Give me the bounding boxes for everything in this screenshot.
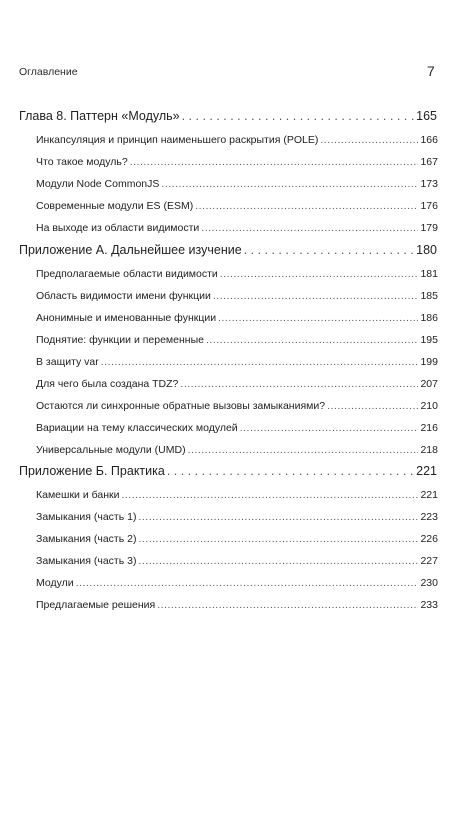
toc-entry-label: Поднятие: функции и переменные bbox=[36, 334, 204, 346]
toc-entry[interactable] bbox=[36, 200, 438, 212]
toc-leader-dots bbox=[157, 599, 418, 611]
toc-leader-dots bbox=[327, 400, 418, 412]
toc-entry-label: Инкапсуляция и принцип наименьшего раскрытия (POLE) bbox=[36, 134, 319, 146]
toc-leader-dots bbox=[244, 243, 414, 257]
toc-page-number: 176 bbox=[420, 200, 438, 212]
toc-entry-label: Замыкания (часть 3) bbox=[36, 555, 137, 567]
toc-entry-label: Универсальные модули (UMD) bbox=[36, 444, 186, 456]
toc-page-number: 179 bbox=[420, 222, 438, 234]
toc-leader-dots bbox=[195, 200, 418, 212]
page-number: 7 bbox=[427, 63, 435, 79]
toc-appendix-a[interactable] bbox=[19, 243, 437, 257]
toc-leader-dots bbox=[240, 422, 419, 434]
toc-entry[interactable] bbox=[36, 444, 438, 456]
toc-entry-label: Модули bbox=[36, 577, 74, 589]
toc-entry[interactable] bbox=[36, 356, 438, 368]
toc-entry[interactable] bbox=[36, 268, 438, 280]
toc-entry-label: На выходе из области видимости bbox=[36, 222, 200, 234]
toc-page-number: 221 bbox=[416, 464, 437, 478]
toc-page-number: 221 bbox=[420, 489, 438, 501]
toc-leader-dots bbox=[206, 334, 418, 346]
toc-appendix-b[interactable] bbox=[19, 464, 437, 478]
toc-leader-dots bbox=[138, 555, 418, 567]
toc-leader-dots bbox=[138, 511, 418, 523]
toc-page-number: 181 bbox=[420, 268, 438, 280]
toc-page-number: 226 bbox=[420, 533, 438, 545]
toc-chapter-8[interactable] bbox=[19, 109, 437, 123]
toc-entry[interactable] bbox=[36, 533, 438, 545]
toc-leader-dots bbox=[220, 268, 419, 280]
toc-entry[interactable] bbox=[36, 599, 438, 611]
toc-leader-dots bbox=[76, 577, 419, 589]
toc-page-number: 167 bbox=[420, 156, 438, 168]
toc-chapter-title: Глава 8. Паттерн «Модуль» bbox=[19, 109, 180, 123]
toc-page-number: 166 bbox=[420, 134, 438, 146]
toc-entry-label: Замыкания (часть 1) bbox=[36, 511, 137, 523]
toc-leader-dots bbox=[138, 533, 418, 545]
toc-entry[interactable] bbox=[36, 422, 438, 434]
toc-entry-label: Вариации на тему классических модулей bbox=[36, 422, 238, 434]
toc-chapter-title: Приложение Б. Практика bbox=[19, 464, 165, 478]
toc-leader-dots bbox=[320, 134, 418, 146]
toc-entry[interactable] bbox=[36, 400, 438, 412]
toc-entry-label: Предлагаемые решения bbox=[36, 599, 156, 611]
toc-entry[interactable] bbox=[36, 334, 438, 346]
toc-page-number: 216 bbox=[420, 422, 438, 434]
toc-page-number: 223 bbox=[420, 511, 438, 523]
toc-entry-label: Предполагаемые области видимости bbox=[36, 268, 218, 280]
toc-page-number: 195 bbox=[420, 334, 438, 346]
toc-page-number: 227 bbox=[420, 555, 438, 567]
toc-entry[interactable] bbox=[36, 156, 438, 168]
toc-entry[interactable] bbox=[36, 511, 438, 523]
toc-page-number: 173 bbox=[420, 178, 438, 190]
toc-entry[interactable] bbox=[36, 134, 438, 146]
toc-page-number: 233 bbox=[420, 599, 438, 611]
toc-entry[interactable] bbox=[36, 222, 438, 234]
toc-entry[interactable] bbox=[36, 178, 438, 190]
toc-leader-dots bbox=[201, 222, 418, 234]
toc-leader-dots bbox=[101, 356, 419, 368]
toc-entry-label: Что такое модуль? bbox=[36, 156, 128, 168]
toc-page-number: 185 bbox=[420, 290, 438, 302]
toc-entry[interactable] bbox=[36, 312, 438, 324]
toc-entry-label: Модули Node CommonJS bbox=[36, 178, 160, 190]
toc-leader-dots bbox=[161, 178, 418, 190]
toc-page-number: 210 bbox=[420, 400, 438, 412]
toc-entry-label: Анонимные и именованные функции bbox=[36, 312, 217, 324]
toc-page-number: 218 bbox=[420, 444, 438, 456]
toc-entry[interactable] bbox=[36, 577, 438, 589]
toc-leader-dots bbox=[218, 312, 418, 324]
toc-page-number: 199 bbox=[420, 356, 438, 368]
toc-entry[interactable] bbox=[36, 555, 438, 567]
toc-entry-label: Область видимости имени функции bbox=[36, 290, 211, 302]
toc-page-number: 186 bbox=[420, 312, 438, 324]
toc-entry-label: Замыкания (часть 2) bbox=[36, 533, 137, 545]
header-title: Оглавление bbox=[19, 66, 78, 78]
toc-entry[interactable] bbox=[36, 378, 438, 390]
toc-page-number: 230 bbox=[420, 577, 438, 589]
toc-entry-label: Современные модули ES (ESM) bbox=[36, 200, 194, 212]
toc-page-number: 180 bbox=[416, 243, 437, 257]
toc-entry[interactable] bbox=[36, 290, 438, 302]
toc-leader-dots bbox=[121, 489, 418, 501]
toc-leader-dots bbox=[188, 444, 419, 456]
toc-page-number: 207 bbox=[420, 378, 438, 390]
toc-entry-label: Для чего была создана TDZ? bbox=[36, 378, 179, 390]
toc-page-number: 165 bbox=[416, 109, 437, 123]
toc-entry-label: Камешки и банки bbox=[36, 489, 120, 501]
toc-leader-dots bbox=[180, 378, 418, 390]
toc-entry[interactable] bbox=[36, 489, 438, 501]
toc-leader-dots bbox=[167, 464, 414, 478]
toc-entry-label: Остаются ли синхронные обратные вызовы замыканиями? bbox=[36, 400, 326, 412]
toc-chapter-title: Приложение А. Дальнейшее изучение bbox=[19, 243, 242, 257]
toc-leader-dots bbox=[130, 156, 419, 168]
toc-leader-dots bbox=[182, 109, 415, 123]
toc-entry-label: В защиту var bbox=[36, 356, 99, 368]
toc-leader-dots bbox=[213, 290, 419, 302]
